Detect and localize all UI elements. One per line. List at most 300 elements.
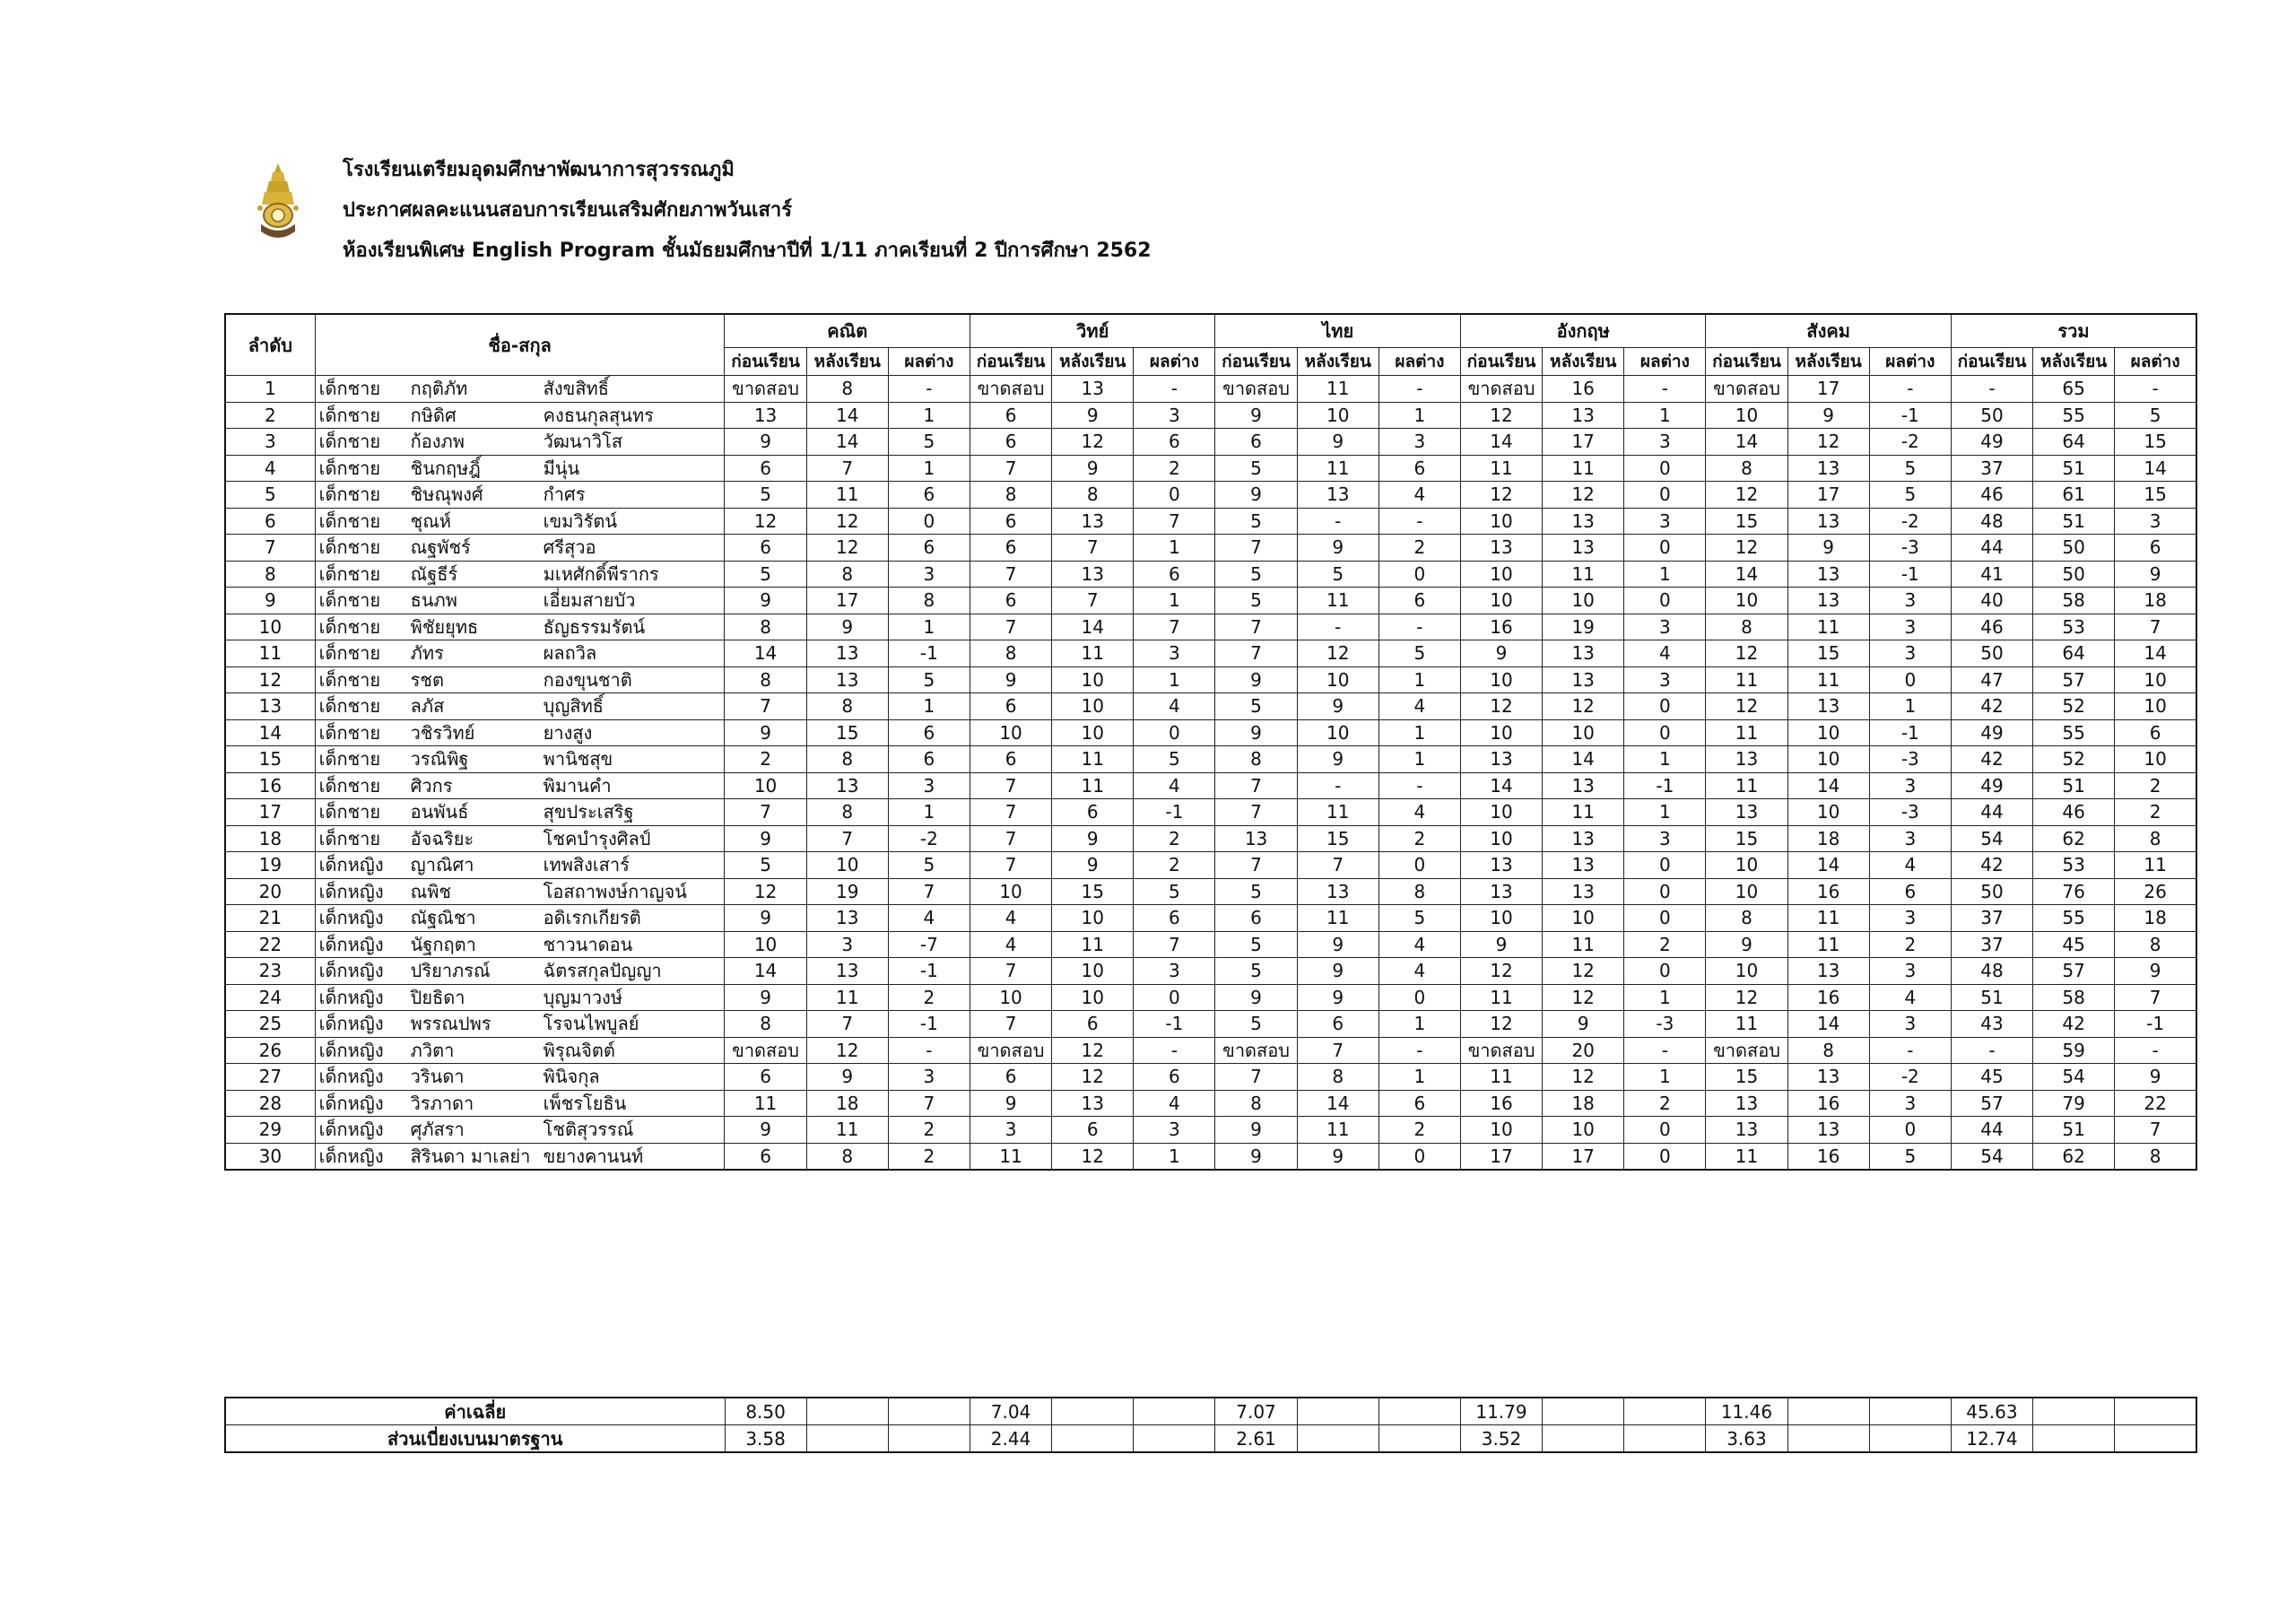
score-cell: 37 [1951,905,2032,932]
summary-cell: 7.04 [970,1398,1051,1425]
score-cell: 7 [2115,614,2196,640]
student-name-prefix: เด็กหญิง [318,1092,384,1114]
row-number: 28 [225,1090,315,1117]
score-cell: ขาดสอบ [970,1037,1051,1064]
score-cell: 12 [1297,640,1378,667]
score-cell: 11 [1706,772,1787,799]
score-cell: 11 [1706,1143,1787,1170]
score-cell: 9 [1297,958,1378,985]
student-name [315,508,725,535]
score-cell: 1 [1869,693,1951,720]
score-cell: 10 [1052,958,1134,985]
student-name [315,1117,725,1144]
score-cell: 7 [970,958,1051,985]
score-cell: 0 [1624,1143,1706,1170]
score-cell: 4 [1869,852,1951,879]
subject-header-english: อังกฤษ [1460,314,1705,348]
sub-header-cell: หลังเรียน [1297,348,1378,376]
student-name [315,614,725,640]
score-cell: 7 [806,1011,888,1038]
score-cell: 12 [1052,1143,1134,1170]
score-cell: 0 [1134,984,1215,1011]
score-cell: 8 [806,1143,888,1170]
sub-header-cell: หลังเรียน [1543,348,1624,376]
student-name-prefix: เด็กชาย [318,510,381,532]
score-cell: 1 [1624,402,1706,429]
table-row [225,1117,2196,1144]
student-name-first: อัจฉริยะ [410,827,474,849]
student-name-prefix: เด็กหญิง [318,986,384,1008]
table-row [225,746,2196,773]
score-cell: 3 [1869,1011,1951,1038]
score-cell: 1 [888,799,970,826]
score-cell: 10 [1706,958,1787,985]
sub-header-cell: ผลต่าง [1134,348,1215,376]
table-row [225,1143,2196,1170]
score-cell: 41 [1951,561,2032,588]
score-cell: 8 [725,666,806,693]
score-cell: 17 [1543,1143,1624,1170]
student-name-last: โชคบำรุงศิลป์ [543,827,651,849]
summary-cell: 11.79 [1460,1398,1542,1425]
score-cell: 5 [1215,1011,1297,1038]
student-name-prefix: เด็กชาย [318,615,381,638]
score-cell: 15 [1787,640,1869,667]
student-name [315,402,725,429]
score-cell: 8 [1297,1064,1378,1091]
student-name-last: ยางสูง [543,721,593,744]
score-cell: - [1869,1037,1951,1064]
score-cell: 5 [1134,878,1215,905]
score-cell: 9 [1297,931,1378,958]
score-cell: 7 [1134,614,1215,640]
score-cell: 7 [1052,588,1134,614]
score-cell: 7 [1215,640,1297,667]
score-cell: 8 [1378,878,1460,905]
score-cell: 7 [1215,799,1297,826]
student-name-last: ชาวนาดอน [543,933,633,955]
score-cell: 37 [1951,455,2032,482]
student-name [315,1143,725,1170]
summary-cell [1378,1425,1460,1453]
score-cell: 10 [1052,693,1134,720]
score-cell: 9 [1460,931,1542,958]
score-cell: 12 [1052,429,1134,456]
summary-table [224,1397,2197,1453]
score-cell: ขาดสอบ [1460,376,1542,403]
table-row [225,1011,2196,1038]
score-cell: 13 [806,666,888,693]
score-cell: 3 [970,1117,1051,1144]
score-cell: 0 [1378,1143,1460,1170]
score-cell: 6 [970,588,1051,614]
score-cell: 79 [2033,1090,2115,1117]
score-cell: 18 [2115,588,2196,614]
score-cell: 0 [888,508,970,535]
score-cell: 7 [970,614,1051,640]
row-number: 20 [225,878,315,905]
score-cell: 15 [1706,1064,1787,1091]
student-name-prefix: เด็กหญิง [318,933,384,955]
student-name-prefix: เด็กหญิง [318,1013,384,1035]
table-row [225,1064,2196,1091]
score-cell: 10 [1706,402,1787,429]
student-name-prefix: เด็กชาย [318,721,381,744]
score-cell: - [888,376,970,403]
score-cell: 0 [1624,588,1706,614]
score-cell: 10 [1052,666,1134,693]
score-cell: 55 [2033,402,2115,429]
student-name-last: สังขสิทธิ์ [543,378,609,400]
summary-cell [1052,1425,1134,1453]
student-name [315,455,725,482]
student-name-first: ญาณิศา [410,854,474,876]
score-cell: ขาดสอบ [725,1037,806,1064]
score-cell: 6 [1378,455,1460,482]
student-name-first: วิรภาดา [410,1092,474,1114]
score-cell: 16 [1787,984,1869,1011]
table-row [225,535,2196,562]
score-cell: 13 [806,958,888,985]
sub-header-cell: ผลต่าง [2115,348,2196,376]
score-cell: 2 [1869,931,1951,958]
table-row [225,958,2196,985]
score-cell: 10 [1706,878,1787,905]
table-row [225,482,2196,509]
score-cell: 13 [1706,1117,1787,1144]
score-cell: - [1378,614,1460,640]
score-cell: 1 [1134,666,1215,693]
score-cell: 53 [2033,614,2115,640]
sub-header-cell: ก่อนเรียน [1951,348,2032,376]
score-cell: 13 [1543,402,1624,429]
score-cell: 52 [2033,746,2115,773]
score-cell: 10 [2115,693,2196,720]
score-cell: 3 [1624,614,1706,640]
student-name [315,666,725,693]
summary-cell: 3.63 [1706,1425,1787,1453]
score-cell: 49 [1951,772,2032,799]
score-cell: 9 [725,719,806,746]
score-cell: 12 [725,508,806,535]
score-cell: 2 [1378,825,1460,852]
score-cell: 13 [1543,640,1624,667]
score-cell: 13 [1706,746,1787,773]
score-cell: 15 [1297,825,1378,852]
score-cell: 10 [1052,905,1134,932]
score-cell: 7 [888,1090,970,1117]
score-cell: 5 [1215,561,1297,588]
score-cell: -3 [1869,535,1951,562]
score-cell: 1 [1134,588,1215,614]
table-row [225,852,2196,879]
row-number: 18 [225,825,315,852]
score-cell: 10 [1460,799,1542,826]
score-cell: 11 [806,1117,888,1144]
score-cell: 11 [1787,931,1869,958]
score-cell: - [1378,1037,1460,1064]
score-cell: 0 [1378,984,1460,1011]
summary-cell: 8.50 [725,1398,806,1425]
score-cell: 2 [1378,1117,1460,1144]
score-cell: 11 [2115,852,2196,879]
score-cell: 13 [1297,482,1378,509]
score-cell: 6 [1134,429,1215,456]
score-cell: 14 [725,640,806,667]
student-name-last: ธัญธรรมรัตน์ [543,615,646,638]
score-cell: 19 [806,878,888,905]
student-name-first: วชิรวิทย์ [410,721,475,744]
student-name-last: มเหศักดิ์พีรากร [543,562,659,585]
score-cell: 10 [1460,666,1542,693]
score-cell: 6 [970,535,1051,562]
student-name-last: เอี่ยมสายบัว [543,589,636,612]
score-cell: 10 [1543,1117,1624,1144]
score-cell: 3 [1869,772,1951,799]
score-cell: - [1378,772,1460,799]
student-name [315,852,725,879]
sub-header-cell: ก่อนเรียน [1215,348,1297,376]
summary-cell: 45.63 [1951,1398,2032,1425]
score-cell: 9 [1052,852,1134,879]
score-cell: 8 [1706,455,1787,482]
student-name-prefix: เด็กชาย [318,774,381,797]
score-cell: 12 [806,508,888,535]
score-cell: 6 [1869,878,1951,905]
score-cell: 2 [1134,825,1215,852]
score-cell: 57 [2033,666,2115,693]
score-cell: 11 [1543,799,1624,826]
sub-header-cell: ผลต่าง [1624,348,1706,376]
summary-cell [2033,1425,2115,1453]
student-name-last: พิมานคำ [543,774,612,797]
subject-header-total: รวม [1951,314,2196,348]
summary-cell [888,1398,970,1425]
student-name-last: ศรีสุวอ [543,536,596,559]
score-cell: 0 [1624,958,1706,985]
score-cell: 10 [970,719,1051,746]
score-cell: 9 [2115,958,2196,985]
student-name-first: พิชัยยุทธ [410,615,479,638]
score-cell: 48 [1951,508,2032,535]
student-name-first: กฤติภัท [410,378,468,400]
score-cell: 6 [1052,1011,1134,1038]
score-cell: 12 [1052,1037,1134,1064]
row-number: 25 [225,1011,315,1038]
score-cell: 3 [1624,666,1706,693]
score-cell: 17 [1543,429,1624,456]
student-name-prefix: เด็กชาย [318,431,381,453]
score-cell: 6 [970,508,1051,535]
score-cell: 13 [1052,508,1134,535]
score-cell: - [1951,376,2032,403]
score-cell: 6 [2115,719,2196,746]
student-name-last: โรจนไพบูลย์ [543,1013,639,1035]
score-cell: 0 [1134,482,1215,509]
table-row [225,588,2196,614]
score-cell: 7 [1134,508,1215,535]
student-name-first: อนพันธ์ [410,801,469,823]
score-cell: 3 [1869,1090,1951,1117]
student-name-prefix: เด็กชาย [318,668,381,691]
score-cell: 10 [806,852,888,879]
score-cell: 9 [1787,535,1869,562]
student-name-last: บุญมาวงษ์ [543,986,623,1008]
score-cell: 1 [1378,666,1460,693]
student-name-last: มีนุ่น [543,457,580,479]
row-number: 9 [225,588,315,614]
student-name-first: ภัทร [410,642,444,665]
summary-cell [1297,1425,1378,1453]
score-cell: 13 [1543,825,1624,852]
score-cell: 1 [1624,1064,1706,1091]
score-cell: 12 [1052,1064,1134,1091]
student-name [315,693,725,720]
score-cell: 7 [970,825,1051,852]
score-cell: 0 [1624,905,1706,932]
student-name-prefix: เด็กหญิง [318,1119,384,1141]
score-cell: 50 [1951,640,2032,667]
score-cell: 13 [1052,376,1134,403]
student-name [315,376,725,403]
score-cell: 6 [1134,561,1215,588]
score-cell: 10 [1787,719,1869,746]
score-cell: -1 [888,640,970,667]
row-number: 27 [225,1064,315,1091]
score-cell: -1 [1134,799,1215,826]
score-cell: 50 [1951,402,2032,429]
score-cell: 9 [1215,402,1297,429]
score-cell: 13 [1543,508,1624,535]
score-cell: 18 [1787,825,1869,852]
score-cell: 47 [1951,666,2032,693]
score-cell: 6 [725,1064,806,1091]
score-cell: 11 [1706,719,1787,746]
student-name-last: กำศร [543,483,586,506]
score-cell: 5 [1869,1143,1951,1170]
score-cell: -2 [1869,508,1951,535]
score-cell: 7 [1215,852,1297,879]
student-name [315,958,725,985]
score-cell: ขาดสอบ [1215,1037,1297,1064]
score-cell: ขาดสอบ [725,376,806,403]
summary-cell [2115,1398,2196,1425]
score-cell: 7 [1297,852,1378,879]
score-cell: 7 [725,799,806,826]
score-cell: 7 [1297,1037,1378,1064]
score-cell: 17 [806,588,888,614]
summary-cell: 3.52 [1460,1425,1542,1453]
score-cell: - [1624,1037,1706,1064]
score-cell: 5 [1215,958,1297,985]
score-cell: 6 [888,535,970,562]
score-cell: 13 [1460,535,1542,562]
score-cell: 10 [970,878,1051,905]
score-cell: 8 [970,482,1051,509]
score-cell: -1 [1134,1011,1215,1038]
score-cell: 9 [1215,719,1297,746]
score-cell: 13 [1787,1117,1869,1144]
score-body [225,376,2196,1171]
student-name [315,878,725,905]
student-name-prefix: เด็กชาย [318,378,381,400]
summary-cell: 2.61 [1215,1425,1297,1453]
score-cell: 0 [1869,666,1951,693]
score-cell: 1 [888,402,970,429]
score-cell: -1 [1869,402,1951,429]
score-cell: 4 [970,905,1051,932]
score-cell: 9 [1297,535,1378,562]
score-cell: 13 [1787,455,1869,482]
score-cell: 13 [1787,958,1869,985]
score-cell: 51 [2033,1117,2115,1144]
score-cell: 11 [1706,1011,1787,1038]
row-number: 29 [225,1117,315,1144]
score-cell: 15 [1706,825,1787,852]
student-name-first: นัฐกฤตา [410,933,476,955]
student-name-prefix: เด็กหญิง [318,907,384,929]
summary-cell [1134,1398,1215,1425]
score-cell: 3 [2115,508,2196,535]
row-number: 10 [225,614,315,640]
score-cell: 9 [1297,746,1378,773]
score-table [224,313,2197,1171]
score-cell: 13 [1460,746,1542,773]
score-cell: 7 [2115,984,2196,1011]
score-cell: 51 [1951,984,2032,1011]
score-cell: 6 [725,455,806,482]
score-cell: 10 [1543,719,1624,746]
score-cell: 12 [1543,693,1624,720]
score-cell: 11 [1052,640,1134,667]
score-cell: 40 [1951,588,2032,614]
table-row [225,719,2196,746]
score-cell: 9 [725,1117,806,1144]
score-cell: 8 [888,588,970,614]
score-cell: 7 [970,772,1051,799]
student-name-prefix: เด็กหญิง [318,854,384,876]
row-number: 2 [225,402,315,429]
sub-header-cell: ก่อนเรียน [970,348,1051,376]
student-name-first: ณัฐธีร์ [410,562,458,585]
score-cell: 42 [2033,1011,2115,1038]
score-cell: 2 [888,984,970,1011]
score-cell: - [2115,1037,2196,1064]
score-cell: 8 [1215,746,1297,773]
student-name [315,772,725,799]
score-cell: 13 [806,640,888,667]
score-cell: 11 [970,1143,1051,1170]
score-cell: 2 [888,1117,970,1144]
score-cell: 14 [1787,772,1869,799]
score-cell: 13 [806,905,888,932]
score-cell: 7 [725,693,806,720]
table-row [225,878,2196,905]
score-cell: 12 [1543,958,1624,985]
score-cell: 11 [1543,931,1624,958]
score-cell: 16 [1787,878,1869,905]
score-cell: 14 [806,402,888,429]
sub-header-cell: หลังเรียน [806,348,888,376]
score-cell: 43 [1951,1011,2032,1038]
score-cell: 14 [1460,772,1542,799]
score-cell: 10 [1460,1117,1542,1144]
score-cell: 54 [1951,825,2032,852]
score-cell: 1 [1378,1064,1460,1091]
score-cell: 0 [1624,535,1706,562]
student-name-last: โชติสุวรรณ์ [543,1119,634,1141]
score-cell: 6 [970,429,1051,456]
